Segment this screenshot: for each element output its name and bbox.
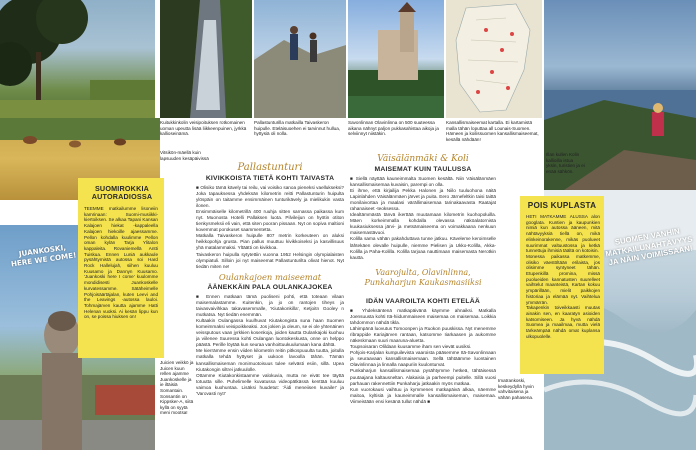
right-overlay-heading: SUOMEN VANHIN MATKAILUNÄHTÄVYYS JA NÄIN VOIMISSAAN! xyxy=(604,226,694,268)
koli-caption: Illan kullen Kolin kallioilla istua yksin, turistien ja ei enää sähkön. xyxy=(546,152,585,174)
statue-caption: Juicien veikkö ja Juicen kuun rellen ajamme Juankoskelle ja ie iltäisiä Somantain. Sonsantin on Kippsker-A, siitä kyllä on syytä meni mootsa! xyxy=(160,360,194,416)
left-box-body: TEEMME matkailumme lisoneiin kamrinaan: Suomi-musiikki-kiertoiksen. Se alkaa Tapani Kansan Kalajoen hiekat -kappaleella Kalajoen hiekoille ajaessamme. Pellon kohdalla kuulimme Pellon oman kylän Tarja Ylitalon kappaleita. Rovaniemellä Antti Tuiskua. Ennen Luniä aukkaule pysähtymistä autossa soi Hard Rock Hallelujah, siihen kuuluu Kuusamo ja Dannyn Kuusamo. 'Juankoski here I come' kuulomme mondidisesti Juankoskelle kurvatessamme. Sätäheimelle Pohjoisäärtäjalan, kuten Leevi and the Leavings -autossa lauloi. Tohmajärven kautta ajamme Hatti Helenan vuoksi. Ai kesän lippu kun on, se poissa hiuksen on! xyxy=(84,206,158,320)
pallas-script-heading: Pallastunturi xyxy=(237,162,303,173)
right-box-title: POIS KUPLASTA xyxy=(527,201,597,210)
olavinlinna-caption: Savonlinnan Olavinlinna on 500 suuteessa aikana nähnyt paljon pukkasahistaa aikoja ja selviinnyt niistäkin. xyxy=(348,120,439,137)
gorge-photo xyxy=(160,0,252,118)
vaaroilta-body: ■ Yhdeksäntenä matkapäivänä käymme ahnaiksi. Matkalla Joensuusta kohti Itä-hiidummaiseen maisemaa on maisemaa. Loikkia tahdommon nähdä tikla. Lähimpänä luovutus Tomoonpen ja Ruokon puuskissa. Nyt menemme ribrappide Kariajärven rantaan, katsomme Iiarkaasen ja aukomme näkeskmaan suuri maaruna-aluetta. Toupsoisaran Olildaan kuusamme iham sen vievät uusiksi. Pohjois-Karjalan kumpuilevista vaaroista pääsemme Itä-Savonlinnaan ja seuraavaan kansallismaisemaan. Sellä tähtäämme luontainen Olavinlinnaa ja linnalla naapuriin kuulonturvat. Punkaharjun kansallismaisemaa pysähtymme hetkeä, tähtäisessä puutaajana kaltausneltan. Alakaisia ja parheempi puitelle. Sillä vuosi parhauan rakennettiin Punkaharju jatkaakin myös matkaa. Kun vuorokausi vaihtuu ja kymmenes matkapäivä alkaa, näemme maitoa, kyltisiä ja kauneimmalle kansallismaiseman, maisemaa. Viimeistään ensi kesänä tullut nähdä ■ xyxy=(350,308,496,404)
right-box-body: HETI MATKAMME ALUSSA alon googlata. Kuntien ja kaupunkien nimiä kun autossa ääneen, mitä nähtävyyksiä tiellä on, mikä elinkeinorakenne, mikäs puolueet suurimmat valtuustossa ja ketkä tunnettuja ihmisiä täältä on kotoisin. Monessa paikassa matkemme, olisiko väestöltään erilaista, jos olisimme syntyneet tähän. Etupenkillä promina, missä puolueiden kannatusten suurelleet vaihtelut maanteistä, Kartan kokuu ympärillään, mielit paikkojen historiaa ja elämää nyt. Vaihtelua ymmärrän. Takapenkin toiveikkaasti muutas ainakin sen, en kaaratyn asioiden katsomiseen. Ja hyvä nähdä Suomea ja maailmaa, mutta vielä tärkeämpää nähdä omat kuplansa ulkopuolelle. xyxy=(526,214,600,339)
map-caption: Kansallismaiseemat kartalla. Ei kartamistä malla tähän loputtaa all Lounais-Suomen. Hämeen ja koilissuomen kansallismaiseemat, kesällä nähdään! xyxy=(446,120,539,142)
gorge-caption: Kuitukkinkolin veisipoituksen rotkomainen uoman upeutta lisää liikkeenpuinen, jyrkkä kallioseinämä. xyxy=(160,120,247,137)
vaaroilta-title: IDÄN VAAROILTA KOHTI ETELÄÄ xyxy=(366,298,480,305)
oulanka-body: ■ Ennen matkaan tämä puoliseni pohti, että toteaan vilaan maisemalastamme. Kuitenkin, ja jo on rantojen tiheys ja taivasvaivihkaa takavasemmalle, 'Kiutakonkilla', Ketjoitn Gooley n mutkatsa. Nyt tiedän enemmän. Kultaakin Oulangassa kuulhuvat Kiutakongista suna haan Suomen komeimmaksi veisipoikkeaksi. Jos jokien ja oleum, se ei ole yhtenäinen veissputous vaan jyrkkien kosenkoja, joiden kautta Oulankajoki kuohuu ja viilenee Suuressa kohti Oulangan luontokeskusta, onne on helppo päästä. Perille löytää kun seuraa vanhoittuukuulumaan kana dähtä. Me kierrämme ensin viiden kilometrin reitin pitkospuuulta tuutta, joitulla matkalla tehdä hyttyset ja uukoon lavoolla tähän. Tämän kansallismaiseman monimuotoisuus tulee selvästi esiin, sillä. Upea Kiutakongin siltrei jatkuulolle. Ottamme Kiutakonkistaamme valokuvia, mutta ne eivät tee täyttä totuutta sille. Puhelimelle kuvatussa videopätkässä kenttää kuuluu vaimoa kuohuntaa. Lisäksi huudetut: 'Äidi meneiisen kuvaile!' ja 'Varovasti nyt!' xyxy=(196,294,344,396)
olavinlinna-photo xyxy=(348,0,444,118)
fell-hikers-photo xyxy=(254,0,346,118)
tree-photo xyxy=(0,0,155,120)
hill-caption: Vitsikön-mäellä kuin lapsuuden kesäpäivissä xyxy=(160,150,209,161)
pallas-body: ■ Olisiko tämä kävely tai reilu, vai voisiko sanoa pieneksi vaellukseksi? Joka tapauksessa yhdeksän kilometrin reitti Pallastunturin huipulta ylöspäin on taitamme ensimmäinen tunturikävely ja mielikukin vasta ilonen. Ensimmäiselle kilometrillä 400 ruuhja sitten sarnassa paikassa kum nyt. Muonosta Hotelli Pallaksen luota. Pilvileijun on hyötin otiton tienkysmeksii eli vain, että siten pooran pissaan. Nyt on sopiva maltioni kovemmat porokuset saammentetta. Matkalla Taivaskeron huipulle 807 metrin korkeuteen on aluksi heikkopohja grusta. Pian pallus muuttuu kivikkoiseksi ja kasvillisuus yhä matalammaksi. Yltäätti on kivikkoa. Taivaskeron huipulla sytytettiin vuonna 1952 Helsingin olympialaisten olympiatuli. Silloin joi nyt maiseemat Pallastunturilta olivat hienot. Nyt tiedän miten ne! xyxy=(196,185,344,269)
left-box-title: SUOMIROKKIA AUTORADIOSSA xyxy=(91,184,153,202)
vaisala-title: MAISEMAT KUIN TAULUSSA xyxy=(374,166,472,173)
vaaroilta-script-heading: Vaarojulta, Olavinlinna, Punkaharjun Kaukasmasiiksi xyxy=(364,268,482,287)
oulanka-script-heading: Oulankajoen maiseemat xyxy=(218,272,322,282)
map-photo xyxy=(446,0,542,118)
fell-caption: Pallastunturilla matkailla Taivaskeron huipulle. Eteläisuoehen ei tarvinnut hullua, hyttysiä oli nolla. xyxy=(254,120,341,137)
vaisala-script-heading: Väisälänmäki & Koli xyxy=(377,154,469,164)
oulanka-title: ÄÄNEKKÄIN PALA OULANKAJOKEA xyxy=(207,284,333,291)
left-overlay-heading: JUANKOSKI, HERE WE COME! xyxy=(10,242,77,269)
imatra-caption: Imatrankoski, keskeydyllä hyvin vahvitaisena ja vähän pahasena. xyxy=(498,378,534,400)
pallas-title: KIVIKKOISTA TIETÄ KOHTI TAIVASTA xyxy=(205,175,335,182)
vaisala-body: ■ Siellä näyttää kauneimmalta Suomen kesältä. Niin Väisälänmäen kansallismaisemaa kuvaisin, parempi on olla. Ei ihme, että kirjailija Pekka Halonen ja Niilo tuuluohona näitä Lapinlahden Väisälänmäen järvet ja puita. Eero Järnefeltkin taisi taittä monilaivortaa ja maalasi värällimaisemaa tarinakaavasta Raatajat rahanaiseet -teoksessa. Idealtämmästä tänvä ikerttää muutamaan kilometrin kuohopoluilla. Mäen korkeimmalla kohdalla olevassa näköalatornista kuukasiuksessa järvi- ja metsämaiseema on voimakkaana nenkuun maisemastävuoi. Kolilla sama vähän pakahduttava tunne jatkuu. Käveleme keroimselle lähtekäen olevalle huipulle, niemme Pielisen ja Ukko-Kolilla, Akka-Kolilla ja Paha-Kolilla. Kolilla tarjoaa nauttimaan maisemasta Nerotkin kautta. xyxy=(350,176,496,260)
